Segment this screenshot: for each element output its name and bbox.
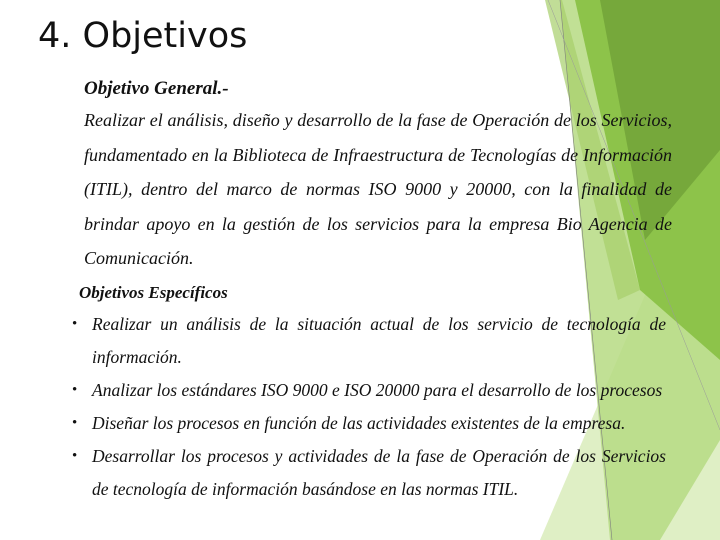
list-item-text: Realizar un análisis de la situación actual de los servicio de tecnología de información.	[92, 314, 666, 367]
bullet-marker: •	[72, 415, 78, 431]
bullet-marker: •	[72, 448, 78, 464]
bullet-marker: •	[72, 382, 78, 398]
list-item-text: Analizar los estándares ISO 9000 e ISO 20000 para el desarrollo de los procesos	[92, 380, 663, 400]
list-item	[72, 440, 666, 506]
list-item-text: Desarrollar los procesos y actividades de la fase de Operación de los Servicios de tecnología de información basándose en las normas ITIL.	[92, 446, 666, 499]
general-objective-text: Realizar el análisis, diseño y desarrollo de la fase de Operación de los Servicios, fundamentado en la Biblioteca de Infraestructura de Tecnologías de Información (ITIL), dentro del marco de normas ISO 9000 y 20000, con la finalidad de brindar apoyo en la gestión de los servicios para la empresa Bio Agencia de Comunicación.	[84, 110, 672, 268]
specific-objectives-heading: Objetivos Específicos	[79, 283, 228, 302]
bullet-marker: •	[72, 316, 78, 332]
list-item-text: Diseñar los procesos en función de las actividades existentes de la empresa.	[92, 413, 626, 433]
specific-objectives-list	[72, 308, 666, 506]
slide-title: 4. Objetivos	[38, 16, 248, 56]
general-objective-heading: Objetivo General.-	[84, 78, 229, 99]
list-item	[72, 407, 666, 440]
list-item	[72, 308, 666, 374]
list-item	[72, 374, 666, 407]
